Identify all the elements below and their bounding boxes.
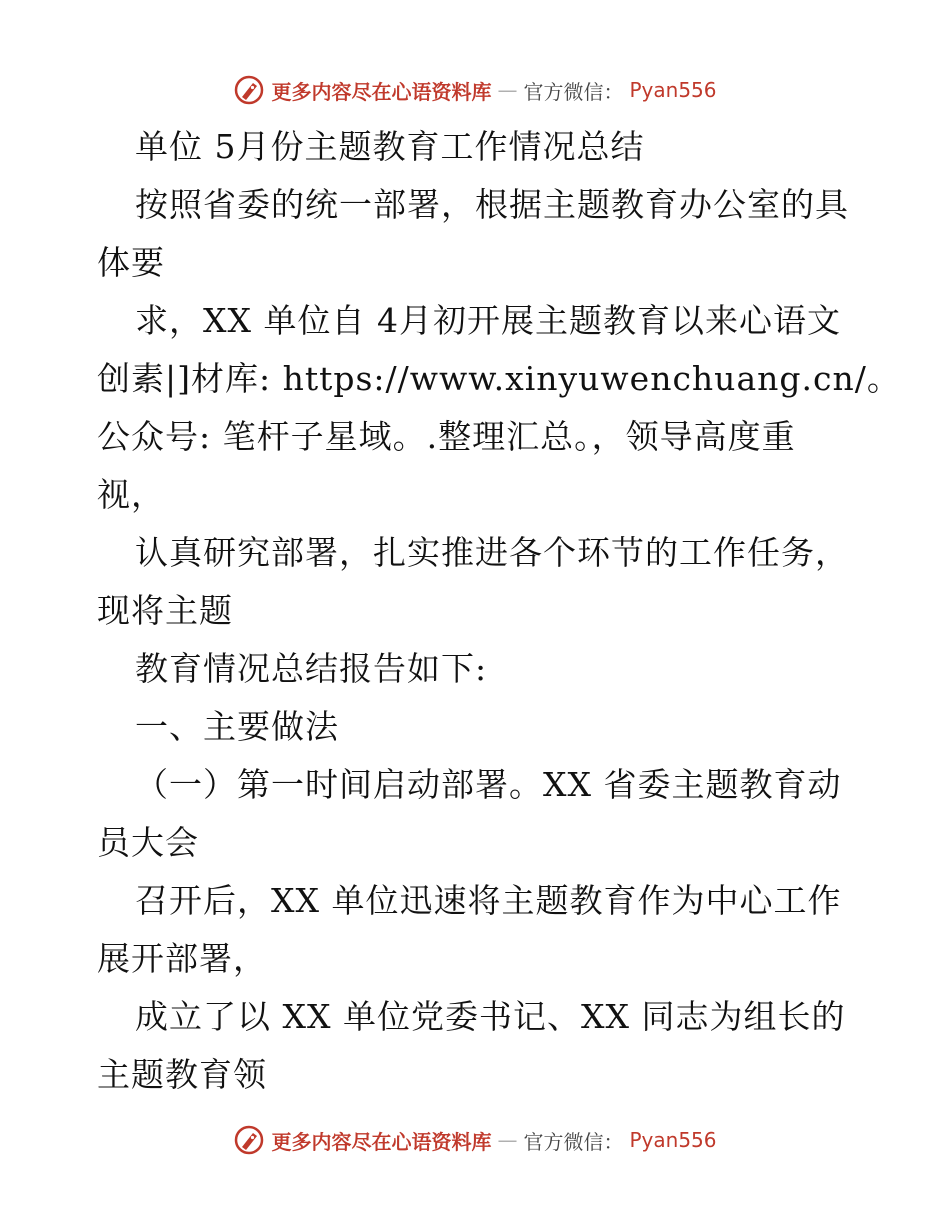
doc-line: 展开部署， — [97, 939, 267, 978]
red-pen-nib-logo-icon — [233, 74, 265, 106]
doc-line: 视， — [97, 475, 165, 514]
banner-dash: — — [497, 78, 518, 102]
doc-line: 成立了以 XX 单位党委书记、XX 同志为组长的 — [135, 997, 846, 1036]
banner-wechat-id: Pyan556 — [629, 1128, 717, 1152]
doc-line: 主题教育领 — [97, 1055, 267, 1094]
red-pen-nib-logo-icon — [233, 1124, 265, 1156]
doc-line: 召开后，XX 单位迅速将主题教育作为中心工作 — [135, 881, 842, 920]
banner-main-text: 更多内容尽在心语资料库 — [271, 1129, 492, 1154]
doc-line: 创素|]材库: https://www.xinyuwenchuang.cn/。 — [97, 359, 901, 398]
doc-title: 单位 5月份主题教育工作情况总结 — [135, 127, 645, 166]
banner-wechat-id: Pyan556 — [629, 78, 717, 102]
doc-line: 体要 — [97, 243, 165, 282]
doc-line: 求，XX 单位自 4月初开展主题教育以来心语文 — [135, 301, 841, 340]
doc-line: 现将主题 — [97, 591, 233, 630]
section-heading: 一、主要做法 — [135, 707, 339, 746]
doc-line: 教育情况总结报告如下: — [135, 649, 488, 688]
doc-line: 认真研究部署，扎实推进各个环节的工作任务， — [135, 533, 849, 572]
banner-dash: — — [497, 1128, 518, 1152]
document-body — [97, 118, 901, 1104]
banner-main-text: 更多内容尽在心语资料库 — [271, 79, 492, 104]
footer-banner — [0, 1120, 950, 1160]
header-banner — [0, 70, 950, 110]
banner-wechat-label: 官方微信： — [523, 1129, 624, 1154]
doc-line: （一）第一时间启动部署。XX 省委主题教育动 — [135, 765, 842, 804]
doc-line: 员大会 — [97, 823, 199, 862]
banner-wechat-label: 官方微信： — [523, 79, 624, 104]
doc-line: 公众号: 笔杆子星域。.整理汇总。，领导高度重 — [97, 417, 796, 456]
doc-line: 按照省委的统一部署，根据主题教育办公室的具 — [135, 185, 849, 224]
